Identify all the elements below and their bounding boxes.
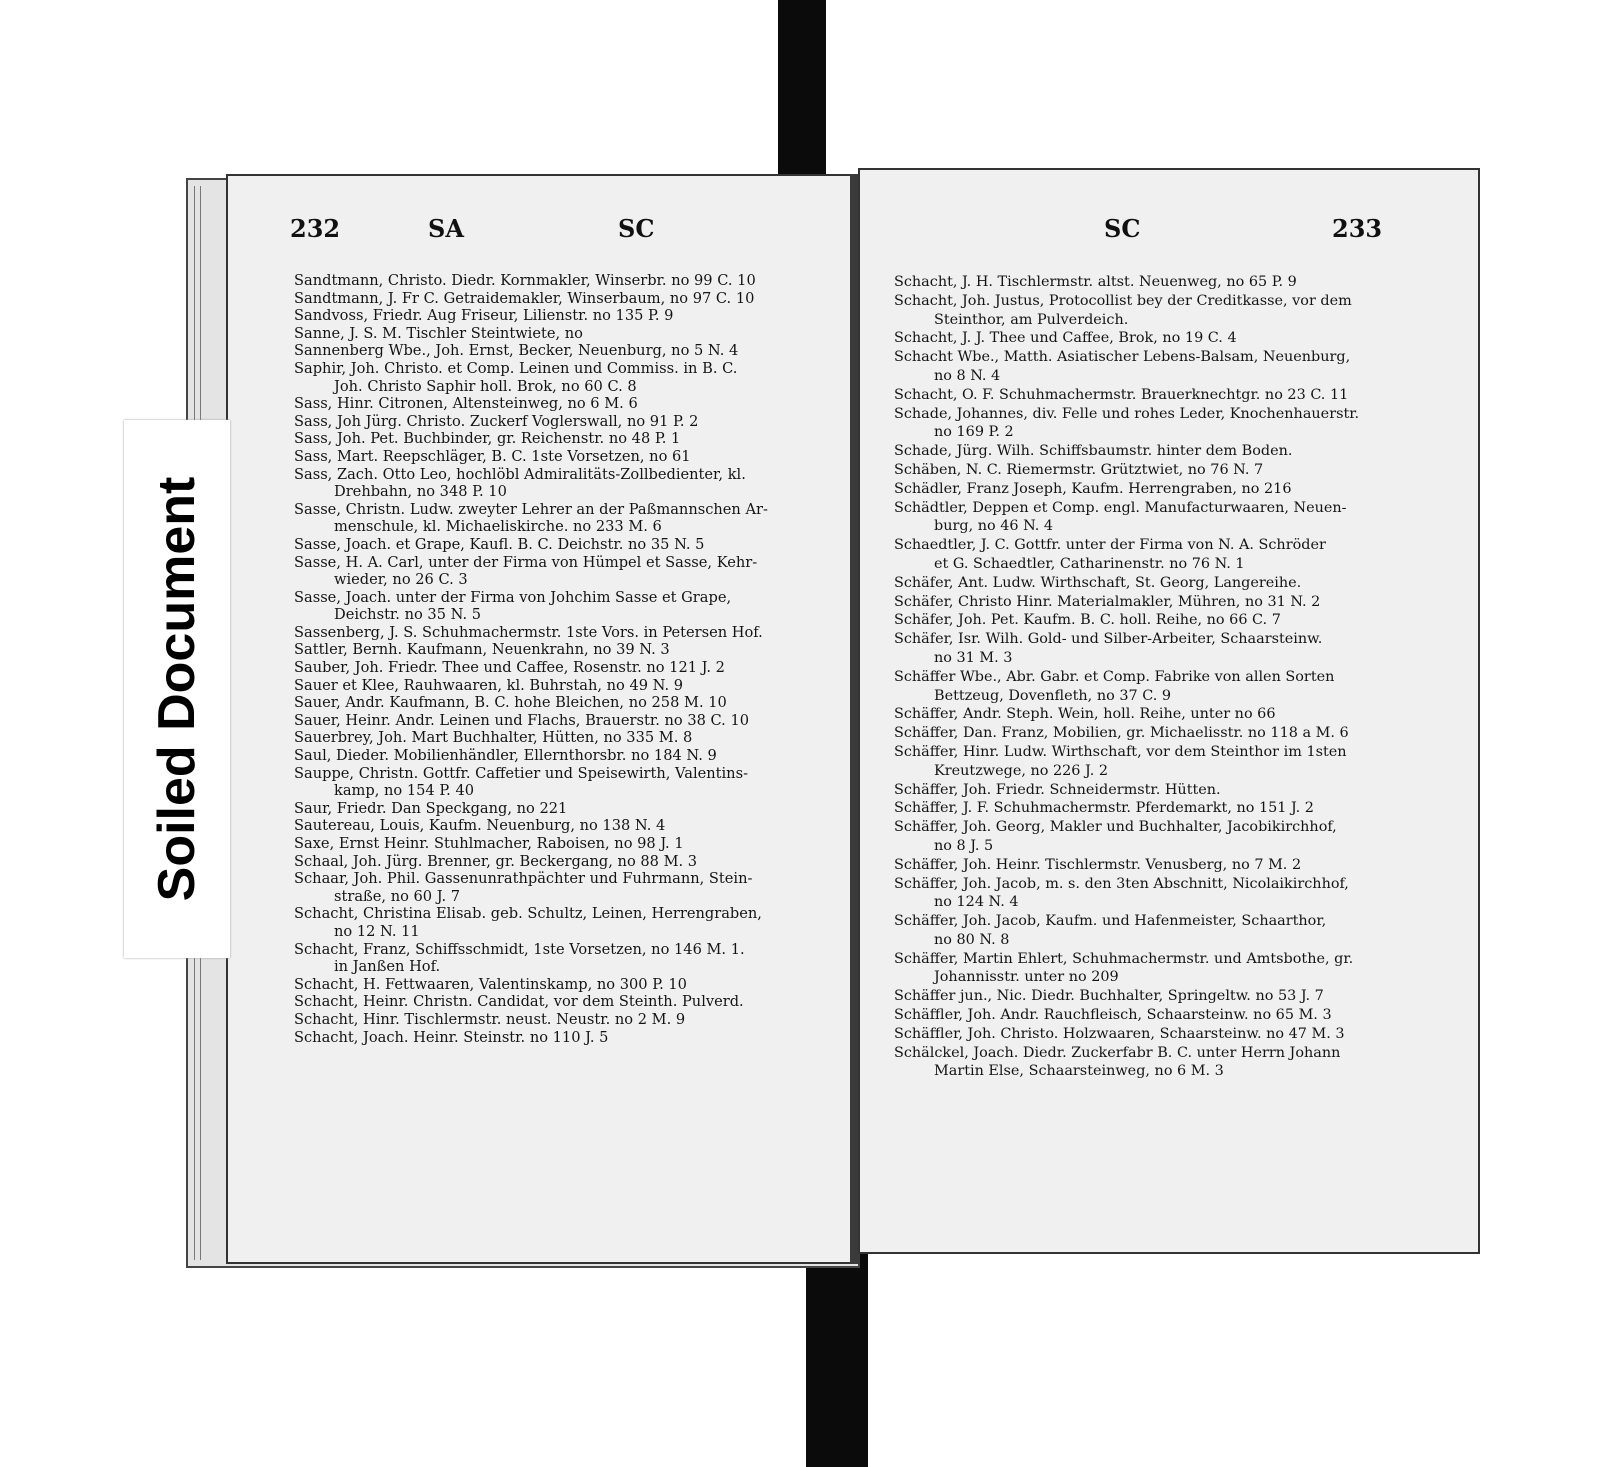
- directory-entry: Schacht, Hinr. Tischlermstr. neust. Neustr. no 2 M. 9: [294, 1010, 686, 1028]
- directory-entry: Schädler, Franz Joseph, Kaufm. Herrengraben, no 216: [894, 480, 1292, 497]
- directory-entry: Schäfer, Joh. Pet. Kaufm. B. C. holl. Reihe, no 66 C. 7: [894, 612, 1281, 629]
- directory-entry: Joh. Christo Saphir holl. Brok, no 60 C. 8: [334, 377, 637, 395]
- directory-entry: Martin Else, Schaarsteinweg, no 6 M. 3: [934, 1063, 1224, 1080]
- directory-entry: Sauer et Klee, Rauhwaaren, kl. Buhrstah, no 49 N. 9: [294, 676, 684, 694]
- directory-entry: Bettzeug, Dovenfleth, no 37 C. 9: [934, 687, 1172, 704]
- directory-entry: Schäfer, Isr. Wilh. Gold- und Silber-Arbeiter, Schaarsteinw.: [894, 631, 1323, 648]
- directory-entry: Schacht, O. F. Schuhmachermstr. Brauerknechtgr. no 23 C. 11: [894, 386, 1349, 403]
- directory-entry: no 169 P. 2: [934, 424, 1014, 441]
- directory-entry: Schäffer, Joh. Jacob, Kaufm. und Hafenmeister, Schaarthor,: [894, 913, 1327, 930]
- soiled-document-label: [124, 420, 230, 958]
- directory-entry: wieder, no 26 C. 3: [334, 571, 468, 589]
- directory-entry: Schäffer, Martin Ehlert, Schuhmachermstr. und Amtsbothe, gr.: [894, 950, 1354, 967]
- directory-entry: Saphir, Joh. Christo. et Comp. Leinen und Commiss. in B. C.: [294, 359, 738, 377]
- directory-entry: no 31 M. 3: [934, 649, 1013, 666]
- directory-entry: Schade, Johannes, div. Felle und rohes Leder, Knochenhauerstr.: [894, 405, 1360, 422]
- directory-entry: Schacht, J. H. Tischlermstr. altst. Neuenweg, no 65 P. 9: [894, 274, 1297, 290]
- directory-entry: Kreutzwege, no 226 J. 2: [934, 762, 1108, 779]
- directory-entry: no 8 J. 5: [934, 837, 994, 854]
- directory-entry: Sass, Joh. Pet. Buchbinder, gr. Reichenstr. no 48 P. 1: [294, 430, 681, 448]
- directory-entry: no 8 N. 4: [934, 367, 1001, 384]
- directory-entry: menschule, kl. Michaeliskirche. no 233 M. 6: [334, 518, 662, 536]
- directory-entry: Sass, Joh Jürg. Christo. Zuckerf Voglerswall, no 91 P. 2: [294, 412, 699, 430]
- directory-entry: Schäffer jun., Nic. Diedr. Buchhalter, Springeltw. no 53 J. 7: [894, 988, 1324, 1005]
- right-page-number: 233: [1332, 214, 1383, 243]
- directory-entry: Schaedtler, J. C. Gottfr. unter der Firma von N. A. Schröder: [894, 537, 1326, 554]
- directory-entry: Sanne, J. S. M. Tischler Steintwiete, no: [294, 324, 583, 342]
- directory-entry: Deichstr. no 35 N. 5: [334, 606, 482, 624]
- directory-entry: Schaar, Joh. Phil. Gassenunrathpächter und Fuhrmann, Stein-: [294, 870, 753, 888]
- directory-entry: no 124 N. 4: [934, 894, 1019, 911]
- directory-entry: burg, no 46 N. 4: [934, 518, 1054, 535]
- directory-entry: Sauber, Joh. Friedr. Thee und Caffee, Rosenstr. no 121 J. 2: [294, 659, 725, 677]
- directory-entry: Saxe, Ernst Heinr. Stuhlmacher, Raboisen, no 98 J. 1: [294, 835, 684, 852]
- directory-entry: no 12 N. 11: [334, 922, 420, 940]
- directory-entry: Sannenberg Wbe., Joh. Ernst, Becker, Neuenburg, no 5 N. 4: [294, 342, 739, 360]
- directory-entry: Sattler, Bernh. Kaufmann, Neuenkrahn, no 39 N. 3: [294, 641, 670, 659]
- directory-entry: Sasse, Joach. unter der Firma von Johchim Sasse et Grape,: [294, 588, 732, 606]
- directory-entry: Sauppe, Christn. Gottfr. Caffetier und Speisewirth, Valentins-: [294, 764, 748, 782]
- directory-entry: Sandvoss, Friedr. Aug Friseur, Lilienstr. no 135 P. 9: [294, 307, 674, 325]
- directory-entry: straße, no 60 J. 7: [334, 887, 461, 905]
- directory-entry: Schade, Jürg. Wilh. Schiffsbaumstr. hinter dem Boden.: [894, 443, 1293, 460]
- directory-entry: Sauer, Heinr. Andr. Leinen und Flachs, Brauerstr. no 38 C. 10: [294, 711, 750, 729]
- left-page-number: 232: [290, 214, 341, 243]
- directory-entry: Schälckel, Joach. Diedr. Zuckerfabr B. C. unter Herrn Johann: [894, 1044, 1341, 1061]
- directory-entry: Schäffer, Andr. Steph. Wein, holl. Reihe, unter no 66: [894, 706, 1276, 723]
- directory-entry: Sauer, Andr. Kaufmann, B. C. hohe Bleichen, no 258 M. 10: [294, 694, 727, 712]
- directory-entry: Schacht, J. J. Thee und Caffee, Brok, no 19 C. 4: [894, 330, 1237, 347]
- directory-entry: Schacht, H. Fettwaaren, Valentinskamp, no 300 P. 10: [294, 975, 687, 993]
- directory-entry: Schäffer, Hinr. Ludw. Wirthschaft, vor dem Steinthor im 1sten: [894, 743, 1347, 760]
- left-page-header-right: SC: [618, 214, 655, 243]
- directory-entry: Johannisstr. unter no 209: [934, 969, 1119, 986]
- directory-entry: Schädtler, Deppen et Comp. engl. Manufacturwaaren, Neuen-: [894, 499, 1347, 516]
- directory-entry: Sauerbrey, Joh. Mart Buchhalter, Hütten, no 335 M. 8: [294, 729, 693, 747]
- directory-entry: et G. Schaedtler, Catharinenstr. no 76 N. 1: [934, 555, 1245, 572]
- directory-entry: Schäffer, Joh. Friedr. Schneidermstr. Hütten.: [894, 781, 1221, 798]
- soiled-document-label-text: Soiled Document: [148, 476, 206, 902]
- directory-entry: in Janßen Hof.: [334, 958, 441, 976]
- directory-entry: Schäffler, Joh. Christo. Holzwaaren, Schaarsteinw. no 47 M. 3: [894, 1025, 1345, 1042]
- directory-entry: Schäben, N. C. Riemermstr. Grütztwiet, no 76 N. 7: [894, 461, 1264, 478]
- directory-entry: kamp, no 154 P. 40: [334, 782, 475, 800]
- directory-entry: Schäffer, Joh. Jacob, m. s. den 3ten Abschnitt, Nicolaikirchhof,: [894, 875, 1349, 892]
- right-page: [858, 168, 1480, 1254]
- directory-entry: Drehbahn, no 348 P. 10: [334, 483, 507, 501]
- directory-entry: Schacht, Heinr. Christn. Candidat, vor dem Steinth. Pulverd.: [294, 993, 744, 1011]
- directory-entry: Schäffer, Joh. Heinr. Tischlermstr. Venusberg, no 7 M. 2: [894, 856, 1302, 873]
- directory-entry: Schacht Wbe., Matth. Asiatischer Lebens-Balsam, Neuenburg,: [894, 349, 1351, 366]
- directory-entry: Schaal, Joh. Jürg. Brenner, gr. Beckergang, no 88 M. 3: [294, 852, 698, 870]
- directory-entry: Saur, Friedr. Dan Speckgang, no 221: [294, 799, 568, 817]
- directory-entry: Sass, Zach. Otto Leo, hochlöbl Admiralitäts-Zollbedienter, kl.: [294, 465, 746, 483]
- directory-entry: Schacht, Christina Elisab. geb. Schultz, Leinen, Herrengraben,: [294, 905, 762, 923]
- directory-entry: Schäffler, Joh. Andr. Rauchfleisch, Schaarsteinw. no 65 M. 3: [894, 1007, 1332, 1024]
- directory-entry: Sautereau, Louis, Kaufm. Neuenburg, no 138 N. 4: [294, 817, 666, 835]
- left-page: [226, 174, 856, 1264]
- directory-entry: Schacht, Joh. Justus, Protocollist bey der Creditkasse, vor dem: [894, 292, 1352, 309]
- directory-entry: Steinthor, am Pulverdeich.: [934, 311, 1129, 328]
- directory-entry: Schäffer Wbe., Abr. Gabr. et Comp. Fabrike von allen Sorten: [894, 668, 1335, 685]
- directory-entry: Saul, Dieder. Mobilienhändler, Ellernthorsbr. no 184 N. 9: [294, 747, 717, 765]
- directory-entry: Schäffer, Dan. Franz, Mobilien, gr. Michaelisstr. no 118 a M. 6: [894, 725, 1349, 742]
- directory-entry: Sasse, H. A. Carl, unter der Firma von Hümpel et Sasse, Kehr-: [294, 553, 758, 571]
- right-page-entries: [860, 273, 1478, 1081]
- directory-entry: Schacht, Franz, Schiffsschmidt, 1ste Vorsetzen, no 146 M. 1.: [294, 940, 745, 958]
- left-page-header-left: SA: [428, 214, 464, 243]
- binding-strip-bottom: [806, 1250, 868, 1467]
- directory-entry: Schäfer, Ant. Ludw. Wirthschaft, St. Georg, Langereihe.: [894, 574, 1302, 591]
- directory-entry: Sassenberg, J. S. Schuhmachermstr. 1ste Vors. in Petersen Hof.: [294, 623, 763, 641]
- right-page-header: SC: [1104, 214, 1141, 243]
- directory-entry: Sass, Hinr. Citronen, Altensteinweg, no 6 M. 6: [294, 395, 638, 413]
- directory-entry: Schäfer, Christo Hinr. Materialmakler, Mühren, no 31 N. 2: [894, 593, 1321, 610]
- directory-entry: Sass, Mart. Reepschläger, B. C. 1ste Vorsetzen, no 61: [294, 447, 691, 465]
- directory-entry: Sandtmann, Christo. Diedr. Kornmakler, Winserbr. no 99 C. 10: [294, 272, 756, 289]
- directory-entry: no 80 N. 8: [934, 931, 1010, 948]
- directory-entry: Schäffer, J. F. Schuhmachermstr. Pferdemarkt, no 151 J. 2: [894, 800, 1314, 817]
- left-page-entries: [228, 272, 854, 1046]
- directory-entry: Sandtmann, J. Fr C. Getraidemakler, Winserbaum, no 97 C. 10: [294, 289, 755, 307]
- directory-entry: Schacht, Joach. Heinr. Steinstr. no 110 J. 5: [294, 1028, 609, 1046]
- directory-entry: Sasse, Joach. et Grape, Kaufl. B. C. Deichstr. no 35 N. 5: [294, 535, 705, 553]
- binding-strip-top: [778, 0, 826, 176]
- directory-entry: Schäffer, Joh. Georg, Makler und Buchhalter, Jacobikirchhof,: [894, 819, 1337, 836]
- directory-entry: Sasse, Christn. Ludw. zweyter Lehrer an der Paßmannschen Ar-: [294, 500, 768, 518]
